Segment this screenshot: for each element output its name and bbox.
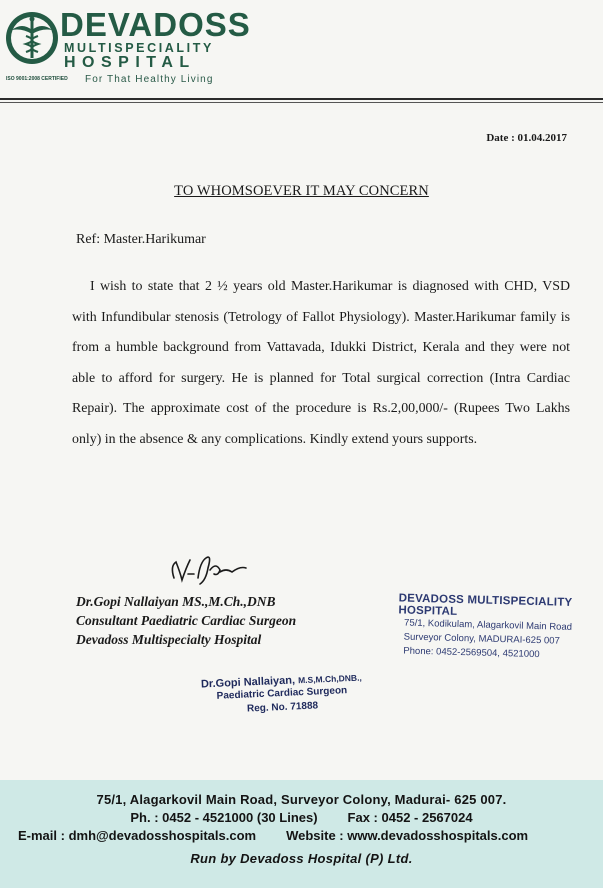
footer-website: Website : www.devadosshospitals.com	[286, 828, 529, 843]
footer-fax: Fax : 0452 - 2567024	[347, 810, 473, 825]
signatory-name: Dr.Gopi Nallaiyan MS.,M.Ch.,DNB	[76, 594, 276, 609]
stamp-address-line-2: Surveyor Colony, MADURAI-625 007	[403, 631, 560, 647]
stamp-address-line-1: 75/1, Kodikulam, Alagarkovil Main Road	[403, 617, 573, 633]
doctor-stamp-title: Paediatric Cardiac Surgeon	[216, 685, 348, 702]
letter-reference: Ref: Master.Harikumar	[76, 232, 206, 247]
footer-run-by: Run by Devadoss Hospital (P) Ltd.	[190, 851, 413, 866]
doctor-stamp-reg: Reg. No. 71888	[246, 700, 319, 715]
letterhead-footer	[0, 780, 603, 888]
letter-date: Date : 01.04.2017	[486, 132, 567, 144]
caduceus-logo-icon	[4, 10, 60, 66]
footer-online-line	[18, 828, 603, 843]
handwritten-signature	[160, 548, 250, 588]
footer-email: E-mail : dmh@devadosshospitals.com	[18, 828, 257, 843]
signatory-organization: Devadoss Multispecialty Hospital	[76, 632, 262, 647]
hospital-address-stamp	[397, 592, 599, 663]
doctor-stamp	[181, 671, 383, 720]
letterhead	[0, 0, 603, 104]
stamp-hospital-title: DEVADOSS MULTISPECIALITY HOSPITAL	[398, 592, 573, 618]
hospital-subtitle-1: MULTISPECIALITY	[64, 41, 214, 55]
iso-certification-badge: ISO 9001:2008 CERTIFIED	[6, 76, 68, 82]
tagline: For That Healthy Living	[85, 74, 214, 85]
header-divider	[0, 98, 603, 100]
footer-address: 75/1, Alagarkovil Main Road, Surveyor Colony, Madurai- 625 007.	[96, 792, 507, 807]
letter-body-paragraph	[72, 272, 570, 455]
hospital-subtitle-2: HOSPITAL	[64, 54, 196, 71]
signatory-title: Consultant Paediatric Cardiac Surgeon	[76, 613, 297, 628]
letter-subject: TO WHOMSOEVER IT MAY CONCERN	[174, 183, 429, 199]
footer-phone: Ph. : 0452 - 4521000 (30 Lines)	[130, 810, 318, 825]
letter-body-text: I wish to state that 2 ½ years old Master.Harikumar is diagnosed with CHD, VSD with Infundibular stenosis (Tetrology of Fallot Physiology). Master.Harikumar family is from a humble background from Vattavada, Idukki District, Kerala and they were not able to afford for surgery. He is planned for Total surgical correction (Intra Cardiac Repair). The approximate cost of the procedure is Rs.2,00,000/- (Rupees Two Lakhs only) in the absence & any complications. Kindly extend yours supports.	[72, 279, 570, 447]
hospital-name: DEVADOSS	[60, 6, 251, 43]
doctor-stamp-qualifications: M.S,M.Ch,DNB.,	[297, 672, 362, 686]
stamp-phone-line: Phone: 0452-2569504, 4521000	[403, 645, 540, 661]
signatory-block	[76, 592, 296, 649]
header-divider-thin	[0, 102, 603, 103]
footer-contact-line	[0, 810, 603, 825]
doctor-stamp-name: Dr.Gopi Nallaiyan,	[200, 674, 296, 691]
